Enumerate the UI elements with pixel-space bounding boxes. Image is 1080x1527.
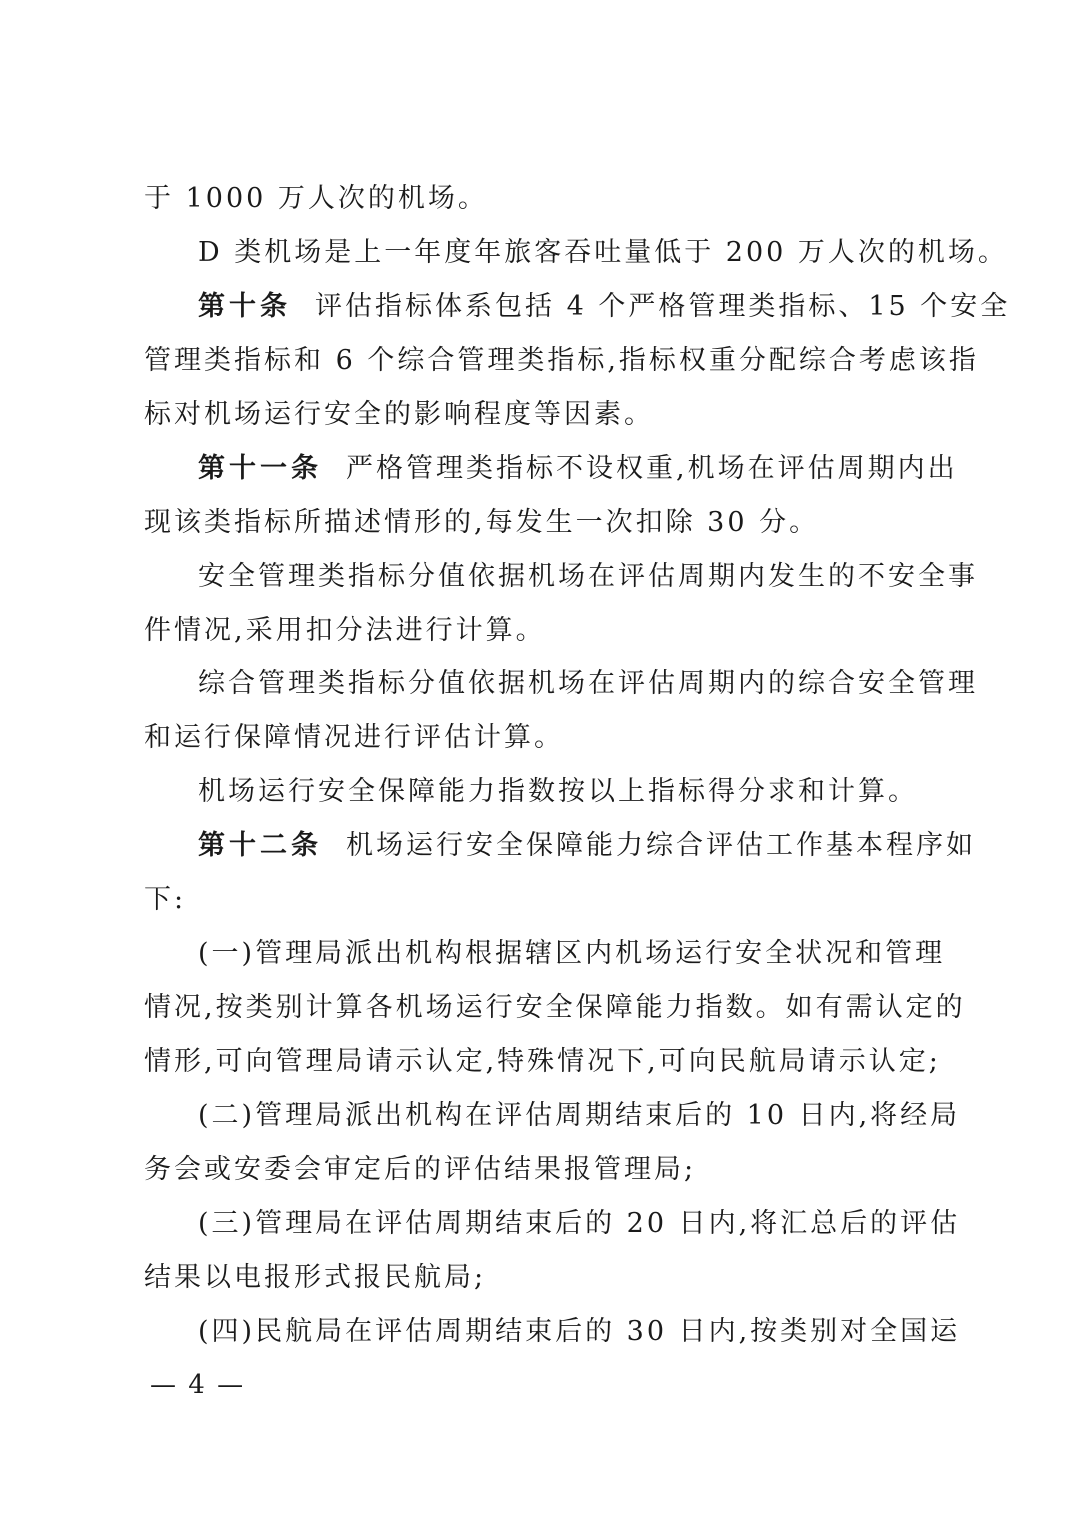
article-10-heading: 第十条	[198, 291, 291, 322]
text-line: 综合管理类指标分值依据机场在评估周期内的综合安全管理	[198, 668, 978, 699]
text-line: 于 1000 万人次的机场。	[144, 183, 488, 214]
article-11-text: 严格管理类指标不设权重,机场在评估周期内出	[346, 453, 958, 484]
text-line: 结果以电报形式报民航局;	[144, 1262, 487, 1293]
text-line: 情况,按类别计算各机场运行安全保障能力指数。如有需认定的	[144, 992, 966, 1023]
article-12-heading: 第十二条	[198, 830, 322, 861]
text-line: 现该类指标所描述情形的,每发生一次扣除 30 分。	[144, 507, 820, 538]
article-12-text: 机场运行安全保障能力综合评估工作基本程序如	[346, 830, 976, 861]
list-item: (三)管理局在评估周期结束后的 20 日内,将汇总后的评估	[198, 1208, 961, 1239]
text-line: 标对机场运行安全的影响程度等因素。	[144, 399, 654, 430]
article-11-heading: 第十一条	[198, 453, 322, 484]
text-line: 管理类指标和 6 个综合管理类指标,指标权重分配综合考虑该指	[144, 345, 979, 376]
text-line: 务会或安委会审定后的评估结果报管理局;	[144, 1154, 697, 1185]
list-item: (一)管理局派出机构根据辖区内机场运行安全状况和管理	[198, 938, 946, 969]
text-line: 情形,可向管理局请示认定,特殊情况下,可向民航局请示认定;	[144, 1046, 941, 1077]
list-item: (四)民航局在评估周期结束后的 30 日内,按类别对全国运	[198, 1316, 961, 1347]
text-line: 和运行保障情况进行评估计算。	[144, 722, 564, 753]
page-number: — 4 —	[150, 1370, 246, 1400]
text-line: 下:	[144, 884, 187, 915]
text-line: 件情况,采用扣分法进行计算。	[144, 615, 546, 646]
article-11	[198, 453, 958, 485]
text-line: D 类机场是上一年度年旅客吞吐量低于 200 万人次的机场。	[198, 237, 1008, 268]
article-10-text: 评估指标体系包括 4 个严格管理类指标、15 个安全	[315, 291, 1011, 322]
article-10	[198, 291, 1011, 323]
list-item: (二)管理局派出机构在评估周期结束后的 10 日内,将经局	[198, 1100, 961, 1131]
text-line: 机场运行安全保障能力指数按以上指标得分求和计算。	[198, 776, 918, 807]
text-line: 安全管理类指标分值依据机场在评估周期内发生的不安全事	[198, 561, 978, 592]
article-12	[198, 830, 976, 862]
